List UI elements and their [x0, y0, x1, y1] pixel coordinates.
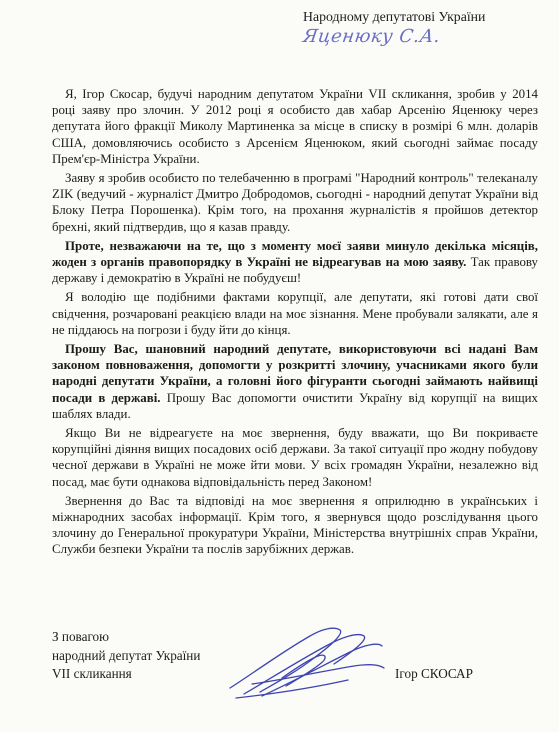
paragraph-7-text: Звернення до Вас та відповіді на моє звернення я оприлюдню в українських і міжнародних засобах інформації. Крім того, я звернувся щодо розслідування цього злочину до Генеральної прокуратури України, Міністерства внутрішніх справ України, Служби безпеки України та послів зарубіжних держав. [52, 493, 538, 557]
closing-block [52, 628, 200, 684]
paragraph-5 [52, 341, 538, 422]
paragraph-6 [52, 425, 538, 490]
paragraph-3-bold-text: Проте, незважаючи на те, що з моменту моєї заяви минуло декілька місяців, жоден з органів правопорядку в Україні не відреагував на мою заяву. [52, 238, 538, 270]
handwritten-addressee-name: Яценюку С.А. [301, 26, 442, 47]
paragraph-3-text: Так правову державу і демократію в Україні не побудуєш! [52, 255, 538, 286]
closing-regards: З повагою [52, 629, 109, 644]
closing-title: народний депутат України [52, 647, 201, 663]
paragraph-3 [52, 238, 538, 287]
letter-body [52, 86, 538, 558]
signer-name: Ігор СКОСАР [395, 666, 473, 681]
paragraph-4-text: Я володію ще подібними фактами корупції, але депутати, які готові дати свої свідчення, розчаровані реакцією влади на моє зізнання. Мене пробували залякати, але я не піддаюсь на погрози і буду йти до кінця. [52, 290, 538, 337]
paragraph-5-bold-text: Прошу Вас, шановний народний депутате, використовуючи всі надані Вам законом повноваження, допомогти у розкритті злочину, учасниками якого були народні депутати України, а головні його фігуранти сьогодні займають найвищі посади в державі. [52, 342, 538, 405]
closing-convocation: VII скликання [52, 666, 132, 682]
paragraph-2-text: Заяву я зробив особисто по телебаченню в програмі "Народний контроль" телеканалу ZIK (ведучий - журналіст Дмитро Добродомов, сьогодні - народний депутат України від Блоку Петра Порошенка). Крім того, на прохання журналістів я пройшов детектор брехні, який підтвердив, що я казав правду. [52, 171, 538, 234]
paragraph-6-text: Якщо Ви не відреагуєте на моє звернення, буду вважати, що Ви покриваєте корупційні діяння вищих посадових осіб держави. За такої ситуації про жодну побудову чесної держави в Україні не може йти мови. У всіх громадян України, незалежно від посад, має бути однакова відповідальність перед Законом! [52, 426, 538, 489]
paragraph-1 [52, 86, 538, 167]
addressee-line: Народному депутатові України [303, 9, 486, 24]
paragraph-5-text: Прошу Вас допомогти очистити Україну від корупції на вищих шаблях влади. [52, 390, 538, 421]
paragraph-2 [52, 170, 538, 235]
paragraph-1-text: Я, Ігор Скосар, будучі народним депутатом України VII скликання, зробив у 2014 році заяву про злочин. У 2012 році я особисто дав хабар Арсенію Яценюку через депутата його фракції Миколу Мартиненка за місце в списку в розмірі 6 млн. доларів США, домовляючись особисто з Арсенієм Яценюком, який сьогодні займає посаду Прем'єр-Міністра України. [52, 87, 538, 166]
paragraph-7 [52, 493, 538, 558]
paragraph-4 [52, 289, 538, 338]
handwritten-signature [222, 622, 392, 702]
